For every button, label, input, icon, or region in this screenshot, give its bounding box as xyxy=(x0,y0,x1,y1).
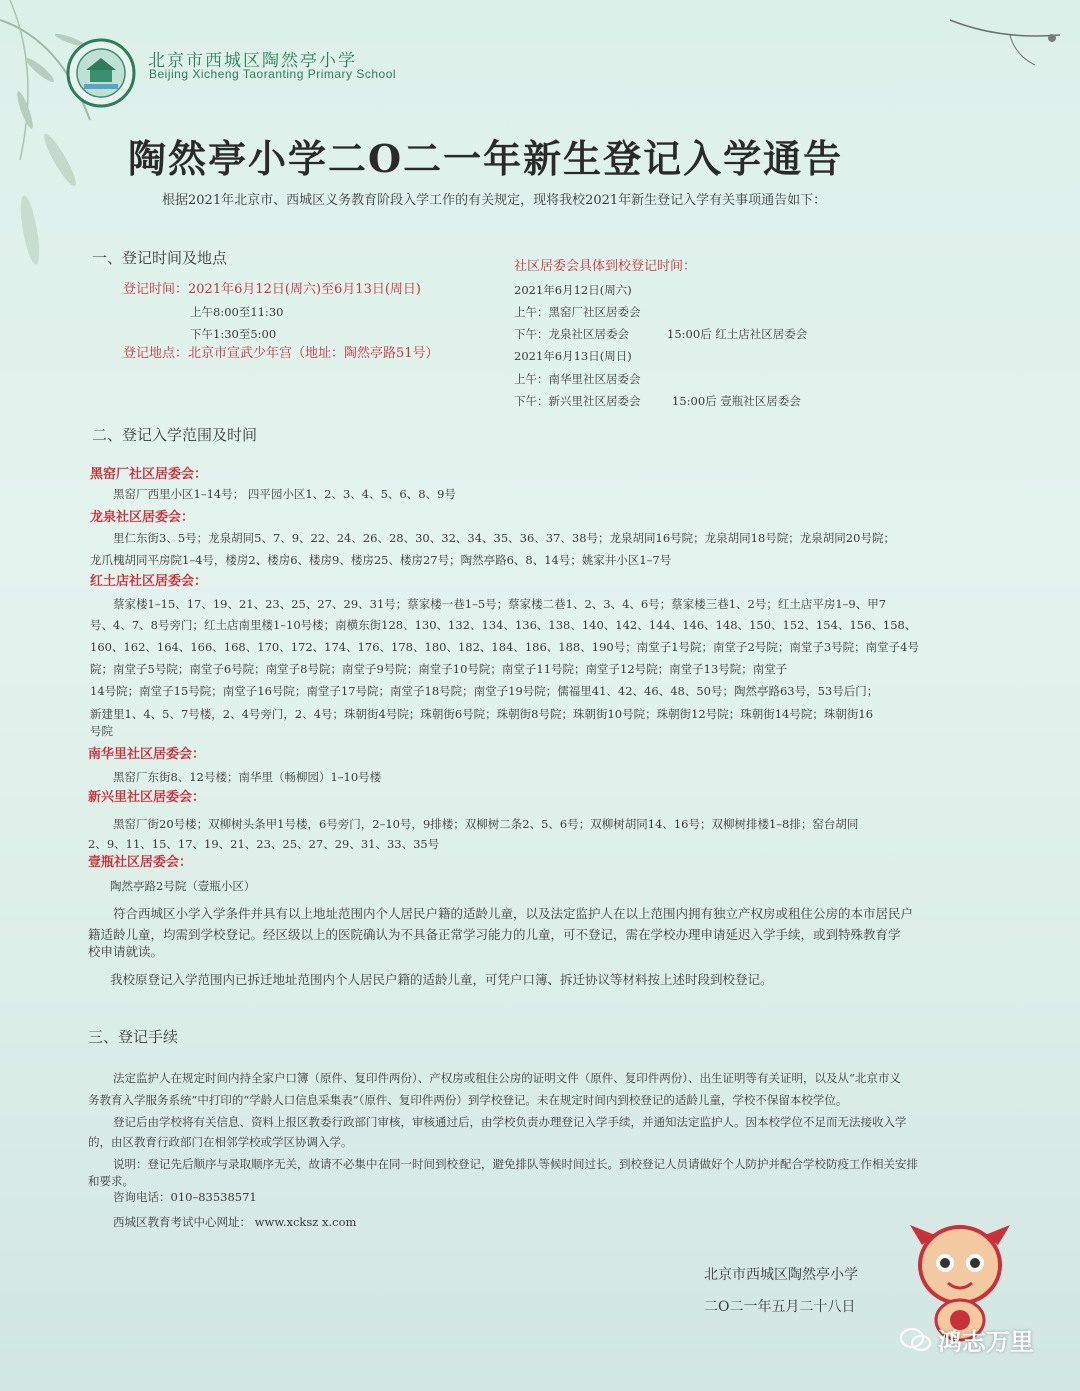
community-hongtudian-line1: 蔡家楼1–15、17、19、21、23、25、27、29、31号；蔡家楼一巷1–5号；蔡家楼二巷1、2、3、4、6号；蔡家楼三巷1、2号；红土店平房1–9、甲7 xyxy=(113,597,887,611)
community-nanhuali-addr: 黑窑厂东街8、12号楼；南华里（畅柳园）1–10号楼 xyxy=(113,770,382,784)
community-hongtudian-line2: 号、4、7、8号旁门；红土店南里楼1–10号楼；南横东街128、130、132、134、136、138、140、142、144、146、148、150、152、154、156、158、 xyxy=(90,618,917,632)
relocation-note: 我校原登记入学范围内已拆迁地址范围内个人居民户籍的适龄儿童，可凭户口簿、拆迁协议等材料按上述时段到校登记。 xyxy=(110,972,773,987)
eligibility-line1: 符合西城区小学入学条件并具有以上地址范围内个人居民户籍的适龄儿童，以及法定监护人在以上范围内拥有独立产权房或租住公房的本市居民户 xyxy=(113,906,914,921)
website: 西城区教育考试中心网址： www.xcksz x.com xyxy=(113,1215,357,1229)
branch-decoration xyxy=(940,10,1070,80)
signature-date: 二O二一年五月二十八日 xyxy=(704,1299,856,1315)
community-hongtudian-line7: 号院 xyxy=(90,724,113,738)
page-title: 陶然亭小学二O二一年新生登记入学通告 xyxy=(128,136,844,181)
schedule-day2-am: 上午：南华里社区居委会 xyxy=(514,372,641,386)
community-longquan: 龙泉社区居委会： xyxy=(90,510,195,525)
review-line1: 登记后由学校将有关信息、资料上报区教委行政部门审核，审核通过后，由学校负责办理登记入学手续，并通知法定监护人。因本校学位不足而无法接收入学 xyxy=(113,1115,907,1129)
community-heiyaochang: 黑窑厂社区居委会： xyxy=(90,467,208,482)
community-xinxingli-line1: 黑窑厂街20号楼；双柳树头条甲1号楼，6号旁门，2–10号，9排楼；双柳树二条2、5、6号；双柳树胡同14、16号；双柳树排楼1–8排；窑台胡同 xyxy=(113,817,859,831)
school-logo xyxy=(66,38,136,108)
school-name-en: Beijing Xicheng Taoranting Primary School xyxy=(149,67,397,81)
section1-heading: 一、登记时间及地点 xyxy=(92,249,228,267)
community-yiping-addr: 陶然亭路2号院（壹瓶小区） xyxy=(110,879,256,893)
schedule-day1-pm-a: 下午：龙泉社区居委会 xyxy=(514,327,629,341)
school-name-cn: 北京市西城区陶然亭小学 xyxy=(148,51,357,71)
consult-phone: 咨询电话：010–83538571 xyxy=(113,1190,257,1204)
procedure-line2: 务教育入学服务系统”中打印的“学龄人口信息采集表”（原件、复印件两份）到学校登记。未在规定时间内到校登记的适龄儿童，学校不保留本校学位。 xyxy=(88,1093,848,1107)
schedule-day1-date: 2021年6月12日(周六) xyxy=(514,283,632,297)
watermark-text: 鸿志万里 xyxy=(938,1328,1034,1356)
eligibility-line3: 校申请就读。 xyxy=(88,944,164,959)
morning-hours: 上午8:00至11:30 xyxy=(190,305,284,319)
review-line2: 的，由区教育行政部门在相邻学校或学区协调入学。 xyxy=(88,1135,353,1149)
signature-org: 北京市西城区陶然亭小学 xyxy=(704,1267,858,1283)
community-heiyaochang-addr: 黑窑厂西里小区1–14号； 四平园小区1、2、3、4、5、6、8、9号 xyxy=(113,487,456,501)
community-longquan-line1: 里仁东街3、5号；龙泉胡同5、7、9、22、24、26、28、30、32、34、35、36、37、38号；龙泉胡同16号院；龙泉胡同18号院；龙泉胡同20号院； xyxy=(113,531,895,545)
afternoon-hours: 下午1:30至5:00 xyxy=(190,327,277,341)
schedule-day2-pm-b: 15:00后 壹瓶社区居委会 xyxy=(672,394,801,408)
community-nanhuali: 南华里社区居委会： xyxy=(88,747,206,762)
community-xinxingli-line2: 2、9、11、15、17、19、21、23、25、27、29、31、33、35号 xyxy=(88,837,440,851)
community-hongtudian-line6: 新建里1、4、5、7号楼，2、4号旁门，2、4号；珠朝街4号院；珠朝街6号院；珠朝街8号院；珠朝街10号院；珠朝街12号院；珠朝街14号院；珠朝街16 xyxy=(90,707,874,721)
community-hongtudian-line5: 14号院；南堂子15号院；南堂子16号院；南堂子17号院；南堂子18号院；南堂子19号院；儒福里41、42、46、48、50号；陶然亭路63号，53号后门； xyxy=(90,684,879,698)
community-hongtudian-line3: 160、162、164、166、168、170、172、174、176、178、180、182、184、186、188、190号；南堂子1号院；南堂子2号院；南堂子3号院；南堂子4号 xyxy=(90,640,919,654)
eligibility-line2: 籍适龄儿童，均需到学校登记。经区级以上的医院确认为不具备正常学习能力的儿童，可不登记，需在学校办理申请延迟入学手续，或到特殊教育学 xyxy=(88,927,901,942)
registration-time: 登记时间：2021年6月12日(周六)至6月13日(周日) xyxy=(123,282,421,297)
community-hongtudian: 红土店社区居委会： xyxy=(90,574,208,589)
registration-place: 登记地点：北京市宣武少年宫（地址：陶然亭路51号） xyxy=(123,346,439,361)
notice-line2: 和要求。 xyxy=(88,1174,134,1188)
community-longquan-line2: 龙爪槐胡同平房院1–4号，楼房2、楼房6、楼房9、楼房25、楼房27号；陶然亭路6、8、14号；姚家井小区1–7号 xyxy=(90,553,672,567)
section3-heading: 三、登记手续 xyxy=(88,1028,179,1046)
section2-heading: 二、登记入学范围及时间 xyxy=(92,426,258,444)
community-xinxingli: 新兴里社区居委会： xyxy=(88,790,206,805)
schedule-day2-pm-a: 下午：新兴里社区居委会 xyxy=(514,394,641,408)
intro-text: 根据2021年北京市、西城区义务教育阶段入学工作的有关规定，现将我校2021年新生登记入学有关事项通告如下： xyxy=(162,193,827,208)
schedule-day2-date: 2021年6月13日(周日) xyxy=(514,349,632,363)
wechat-icon xyxy=(900,1327,932,1353)
procedure-line1: 法定监护人在规定时间内持全家户口簿（原件、复印件两份）、产权房或租住公房的证明文件（原件、复印件两份）、出生证明等有关证明，以及从“北京市义 xyxy=(113,1071,901,1085)
schedule-day1-pm-b: 15:00后 红土店社区居委会 xyxy=(667,327,808,341)
notice-line1: 说明：登记先后顺序与录取顺序无关，故请不必集中在同一时间到校登记，避免排队等候时间过长。到校登记人员请做好个人防护并配合学校防疫工作相关安排 xyxy=(113,1157,918,1171)
community-hongtudian-line4: 院；南堂子5号院；南堂子6号院；南堂子8号院；南堂子9号院；南堂子10号院；南堂子11号院；南堂子12号院；南堂子13号院；南堂子 xyxy=(90,662,788,676)
schedule-day1-am: 上午：黑窑厂社区居委会 xyxy=(514,305,641,319)
schedule-heading: 社区居委会具体到校登记时间： xyxy=(514,259,697,274)
community-yiping: 壹瓶社区居委会： xyxy=(88,855,193,870)
